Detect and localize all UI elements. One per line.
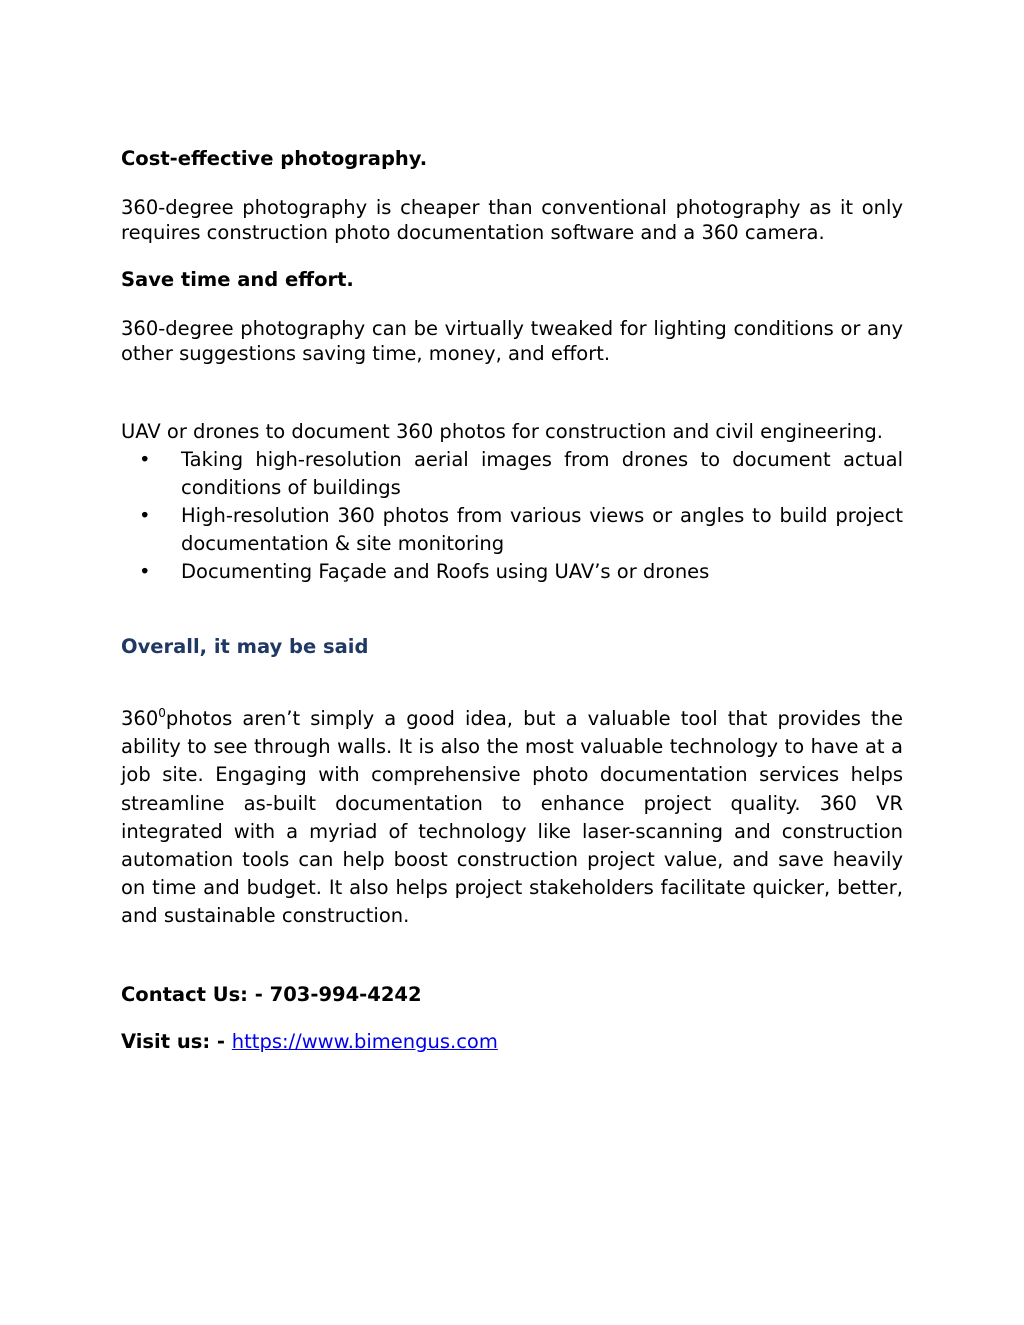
uav-intro-paragraph: UAV or drones to document 360 photos for construction and civil engineering. bbox=[121, 420, 883, 443]
list-item bbox=[121, 558, 903, 586]
contact-phone: 703-994-4242 bbox=[269, 982, 422, 1006]
contact-line bbox=[121, 981, 903, 1009]
list-item bbox=[121, 502, 903, 558]
save-time-heading: Save time and effort. bbox=[121, 268, 354, 291]
document-page bbox=[121, 140, 903, 1056]
overall-prefix: 360 bbox=[121, 707, 159, 730]
overall-paragraph bbox=[121, 705, 903, 931]
list-item-text: High-resolution 360 photos from various views or angles to build project documentation & site monitoring bbox=[181, 504, 903, 555]
list-item-text: Documenting Façade and Roofs using UAV’s or drones bbox=[181, 560, 710, 583]
uav-bullet-list bbox=[121, 446, 903, 586]
degree-superscript: 0 bbox=[158, 706, 166, 720]
visit-line bbox=[121, 1028, 903, 1056]
bullet-icon: • bbox=[139, 504, 151, 527]
overall-heading: Overall, it may be said bbox=[121, 635, 369, 658]
list-item-text: Taking high-resolution aerial images from drones to document actual conditions of buildings bbox=[181, 448, 903, 499]
visit-label: Visit us: - bbox=[121, 1030, 232, 1054]
cost-effective-heading: Cost-effective photography. bbox=[121, 147, 428, 170]
overall-body-text: photos aren’t simply a good idea, but a valuable tool that provides the ability to see through walls. It is also the most valuable technology to have at a job site. Engaging with comprehensive photo documentation services helps streamline as-built documentation to enhance project quality. 360 VR integrated with a myriad of technology like laser-scanning and construction automation tools can help boost construction project value, and save heavily on time and budget. It also helps project stakeholders facilitate quicker, better, and sustainable construction. bbox=[121, 707, 903, 928]
cost-effective-paragraph: 360-degree photography is cheaper than conventional photography as it only requires construction photo documentation software and a 360 camera. bbox=[121, 196, 903, 244]
bullet-icon: • bbox=[139, 448, 151, 471]
save-time-paragraph: 360-degree photography can be virtually tweaked for lighting conditions or any other suggestions saving time, money, and effort. bbox=[121, 317, 903, 365]
contact-label: Contact Us: - bbox=[121, 982, 270, 1006]
bullet-icon: • bbox=[139, 560, 151, 583]
website-link[interactable]: https://www.bimengus.com bbox=[231, 1030, 498, 1054]
list-item bbox=[121, 446, 903, 502]
